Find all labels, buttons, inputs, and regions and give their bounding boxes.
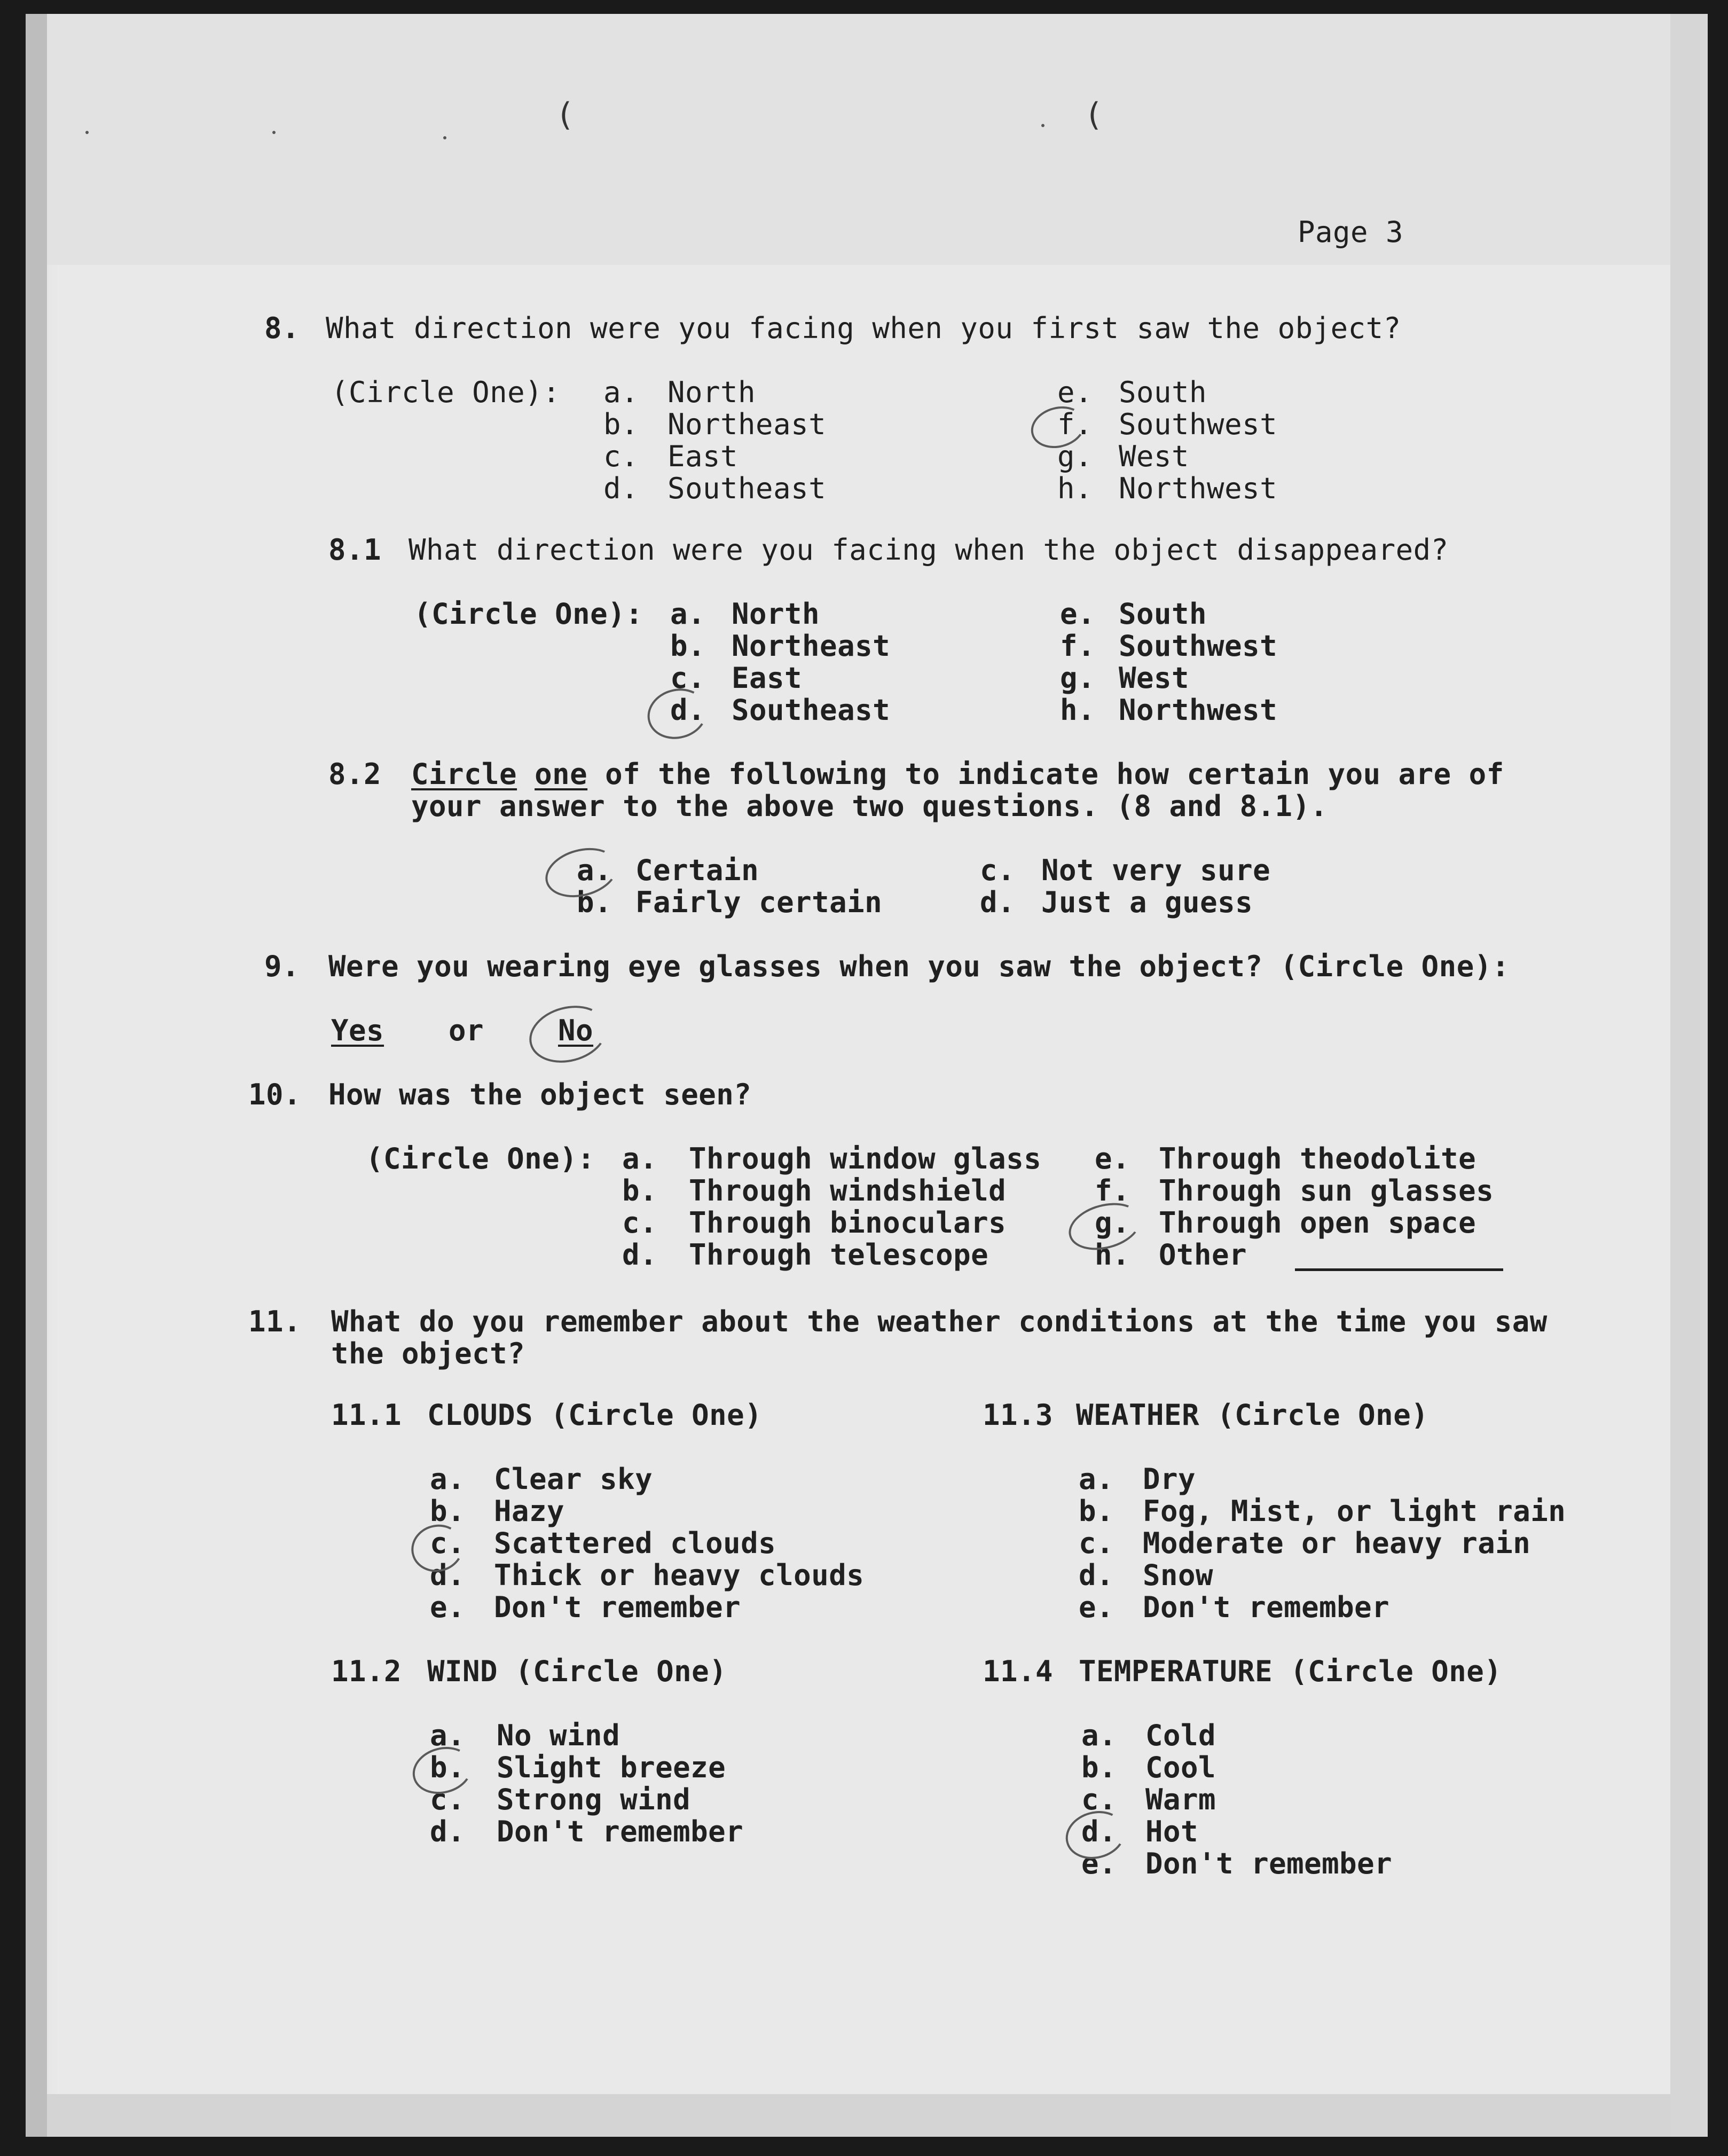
- q11-4-opt-b-letter[interactable]: b.: [1081, 1751, 1117, 1784]
- q8-1-opt-h-letter[interactable]: h.: [1060, 693, 1096, 727]
- q11-3-opt-b-letter[interactable]: b.: [1079, 1494, 1114, 1528]
- q11-3-opt-c-label[interactable]: Moderate or heavy rain: [1143, 1526, 1531, 1560]
- q8-1-opt-b-label[interactable]: Northeast: [732, 629, 891, 663]
- q8-1-opt-a-letter[interactable]: a.: [670, 597, 706, 631]
- q11-3-opt-d-label[interactable]: Snow: [1143, 1558, 1214, 1592]
- q11-3-opt-e-letter[interactable]: e.: [1079, 1590, 1114, 1624]
- q8-1-opt-d-letter[interactable]: d.: [670, 693, 706, 727]
- q10-question: How was the object seen?: [328, 1078, 752, 1111]
- q11-4-opt-a-label[interactable]: Cold: [1145, 1719, 1216, 1752]
- q8-opt-d-letter[interactable]: d.: [603, 472, 639, 505]
- q11-1-opt-e-letter[interactable]: e.: [430, 1590, 466, 1624]
- q10-instruction: (Circle One):: [366, 1142, 595, 1175]
- q8-1-opt-f-letter[interactable]: f.: [1060, 629, 1096, 663]
- q8-1-opt-a-label[interactable]: North: [732, 597, 820, 631]
- q11-2-opt-b-label[interactable]: Slight breeze: [497, 1751, 726, 1784]
- q8-question: What direction were you facing when you first saw the object?: [326, 311, 1401, 345]
- q11-2-opt-a-letter[interactable]: a.: [430, 1719, 466, 1752]
- q11-2-opt-c-label[interactable]: Strong wind: [497, 1783, 691, 1816]
- q10-opt-g-letter[interactable]: g.: [1095, 1206, 1130, 1240]
- q11-3-opt-c-letter[interactable]: c.: [1079, 1526, 1114, 1560]
- q11-3-title: WEATHER (Circle One): [1076, 1398, 1429, 1432]
- q9-no-option[interactable]: No: [558, 1014, 594, 1047]
- q11-2-opt-c-letter[interactable]: c.: [430, 1783, 466, 1816]
- q8-2-circle-word: Circle: [411, 757, 517, 791]
- q11-3-opt-e-label[interactable]: Don't remember: [1143, 1590, 1390, 1624]
- q8-opt-b-label[interactable]: Northeast: [667, 407, 827, 441]
- q8-opt-c-letter[interactable]: c.: [603, 440, 639, 473]
- q8-1-opt-e-label[interactable]: South: [1119, 597, 1207, 631]
- q10-number: 10.: [248, 1078, 302, 1111]
- q9-question: Were you wearing eye glasses when you saw the object? (Circle One):: [328, 950, 1510, 983]
- q11-1-opt-d-letter[interactable]: d.: [430, 1558, 466, 1592]
- scan-mark: (: [555, 96, 575, 134]
- q8-2-opt-a-label[interactable]: Certain: [635, 853, 759, 887]
- q8-opt-c-label[interactable]: East: [667, 440, 739, 473]
- q8-2-opt-a-letter[interactable]: a.: [577, 853, 612, 887]
- q11-4-opt-d-letter[interactable]: d.: [1081, 1815, 1117, 1848]
- q11-1-opt-d-label[interactable]: Thick or heavy clouds: [494, 1558, 865, 1592]
- scan-speck: [1041, 124, 1044, 127]
- q8-number: 8.: [264, 311, 300, 345]
- q11-line2: the object?: [331, 1337, 525, 1370]
- q10-opt-d-label[interactable]: Through telescope: [689, 1238, 989, 1272]
- q11-number: 11.: [248, 1305, 302, 1338]
- scan-speck: [85, 131, 89, 134]
- q8-1-opt-c-label[interactable]: East: [732, 661, 803, 695]
- q9-number: 9.: [264, 950, 300, 983]
- q11-1-opt-b-letter[interactable]: b.: [430, 1494, 466, 1528]
- q10-opt-c-label[interactable]: Through binoculars: [689, 1206, 1007, 1240]
- q11-3-number: 11.3: [983, 1398, 1054, 1432]
- q11-3-opt-a-letter[interactable]: a.: [1079, 1462, 1114, 1496]
- q8-2-opt-d-label[interactable]: Just a guess: [1041, 885, 1253, 919]
- q8-1-question: What direction were you facing when the object disappeared?: [409, 533, 1449, 567]
- q8-instruction: (Circle One):: [331, 375, 561, 409]
- scan-mark: (: [1084, 96, 1104, 134]
- q11-4-number: 11.4: [983, 1655, 1054, 1688]
- q8-opt-e-label[interactable]: South: [1119, 375, 1207, 409]
- sheet-right-edge: [1670, 14, 1708, 2137]
- page-number: Page 3: [1298, 215, 1404, 249]
- q11-1-opt-e-label[interactable]: Don't remember: [494, 1590, 741, 1624]
- q11-4-opt-a-letter[interactable]: a.: [1081, 1719, 1117, 1752]
- q10-opt-e-label[interactable]: Through theodolite: [1159, 1142, 1476, 1175]
- q11-1-opt-c-letter[interactable]: c.: [430, 1526, 466, 1560]
- q10-opt-h-label[interactable]: Other: [1159, 1238, 1247, 1272]
- q10-opt-f-letter[interactable]: f.: [1095, 1174, 1130, 1208]
- q10-opt-b-letter[interactable]: b.: [622, 1174, 658, 1208]
- q10-opt-d-letter[interactable]: d.: [622, 1238, 658, 1272]
- q11-4-opt-e-label[interactable]: Don't remember: [1145, 1847, 1393, 1880]
- q8-opt-h-label[interactable]: Northwest: [1119, 472, 1278, 505]
- scan-speck: [443, 136, 446, 139]
- q10-opt-a-label[interactable]: Through window glass: [689, 1142, 1042, 1175]
- q11-2-opt-a-label[interactable]: No wind: [497, 1719, 620, 1752]
- sheet-top-band: [26, 14, 1708, 265]
- q8-1-opt-g-letter[interactable]: g.: [1060, 661, 1096, 695]
- q8-opt-d-label[interactable]: Southeast: [667, 472, 827, 505]
- q8-2-opt-d-letter[interactable]: d.: [980, 885, 1016, 919]
- q11-2-number: 11.2: [331, 1655, 402, 1688]
- q11-4-opt-d-label[interactable]: Hot: [1145, 1815, 1199, 1848]
- q11-line1: What do you remember about the weather conditions at the time you saw: [331, 1305, 1548, 1338]
- q10-opt-a-letter[interactable]: a.: [622, 1142, 658, 1175]
- q8-2-number: 8.2: [328, 757, 382, 791]
- q11-4-title: TEMPERATURE (Circle One): [1079, 1655, 1502, 1688]
- q8-2-one-word: one: [535, 757, 588, 791]
- q11-2-title: WIND (Circle One): [427, 1655, 727, 1688]
- q10-opt-b-label[interactable]: Through windshield: [689, 1174, 1007, 1208]
- q8-opt-a-label[interactable]: North: [667, 375, 756, 409]
- q8-opt-h-letter[interactable]: h.: [1057, 472, 1093, 505]
- q8-opt-f-label[interactable]: Southwest: [1119, 407, 1278, 441]
- q11-4-opt-b-label[interactable]: Cool: [1145, 1751, 1216, 1784]
- sheet-bottom-band: [26, 2094, 1708, 2137]
- q8-2-opt-c-label[interactable]: Not very sure: [1041, 853, 1271, 887]
- q11-4-opt-c-letter[interactable]: c.: [1081, 1783, 1117, 1816]
- q8-1-opt-c-letter[interactable]: c.: [670, 661, 706, 695]
- q8-1-instruction: (Circle One):: [414, 597, 643, 631]
- other-blank-line[interactable]: [1295, 1268, 1503, 1271]
- q8-1-opt-f-label[interactable]: Southwest: [1119, 629, 1278, 663]
- q10-opt-f-label[interactable]: Through sun glasses: [1159, 1174, 1494, 1208]
- q8-opt-f-letter[interactable]: f.: [1057, 407, 1093, 441]
- q8-2-opt-b-letter[interactable]: b.: [577, 885, 612, 919]
- q8-2-line1: [411, 758, 1504, 790]
- q11-1-opt-c-label[interactable]: Scattered clouds: [494, 1526, 776, 1560]
- q11-3-opt-a-label[interactable]: Dry: [1143, 1462, 1196, 1496]
- q8-2-rest: of the following to indicate how certain you are of: [605, 757, 1504, 791]
- q8-1-opt-g-label[interactable]: West: [1119, 661, 1190, 695]
- q9-or-text: or: [449, 1014, 484, 1047]
- q9-yes-option[interactable]: Yes: [331, 1014, 384, 1047]
- q10-opt-c-letter[interactable]: c.: [622, 1206, 658, 1240]
- q8-opt-a-letter[interactable]: a.: [603, 375, 639, 409]
- q11-4-opt-e-letter[interactable]: e.: [1081, 1847, 1117, 1880]
- q10-opt-g-label[interactable]: Through open space: [1159, 1206, 1476, 1240]
- q8-1-opt-h-label[interactable]: Northwest: [1119, 693, 1278, 727]
- q11-2-opt-d-letter[interactable]: d.: [430, 1815, 466, 1848]
- q8-1-opt-e-letter[interactable]: e.: [1060, 597, 1096, 631]
- q8-opt-b-letter[interactable]: b.: [603, 407, 639, 441]
- q8-1-opt-d-label[interactable]: Southeast: [732, 693, 891, 727]
- q11-1-opt-b-label[interactable]: Hazy: [494, 1494, 565, 1528]
- q10-opt-h-letter[interactable]: h.: [1095, 1238, 1130, 1272]
- q8-2-opt-c-letter[interactable]: c.: [980, 853, 1016, 887]
- q11-1-opt-a-label[interactable]: Clear sky: [494, 1462, 653, 1496]
- q8-2-opt-b-label[interactable]: Fairly certain: [635, 885, 883, 919]
- q11-1-title: CLOUDS (Circle One): [427, 1398, 763, 1432]
- q8-1-opt-b-letter[interactable]: b.: [670, 629, 706, 663]
- q11-4-opt-c-label[interactable]: Warm: [1145, 1783, 1216, 1816]
- q8-opt-g-label[interactable]: West: [1119, 440, 1190, 473]
- q8-opt-e-letter[interactable]: e.: [1057, 375, 1093, 409]
- q11-2-opt-b-letter[interactable]: b.: [430, 1751, 466, 1784]
- sheet-left-edge: [26, 14, 47, 2137]
- q11-3-opt-b-label[interactable]: Fog, Mist, or light rain: [1143, 1494, 1566, 1528]
- q8-opt-g-letter[interactable]: g.: [1057, 440, 1093, 473]
- q8-2-line2: your answer to the above two questions. (8 and 8.1).: [411, 789, 1328, 823]
- q11-3-opt-d-letter[interactable]: d.: [1079, 1558, 1114, 1592]
- scan-speck: [272, 131, 276, 134]
- q10-opt-e-letter[interactable]: e.: [1095, 1142, 1130, 1175]
- q11-2-opt-d-label[interactable]: Don't remember: [497, 1815, 744, 1848]
- q11-1-opt-a-letter[interactable]: a.: [430, 1462, 466, 1496]
- q8-1-number: 8.1: [328, 533, 382, 567]
- q11-1-number: 11.1: [331, 1398, 402, 1432]
